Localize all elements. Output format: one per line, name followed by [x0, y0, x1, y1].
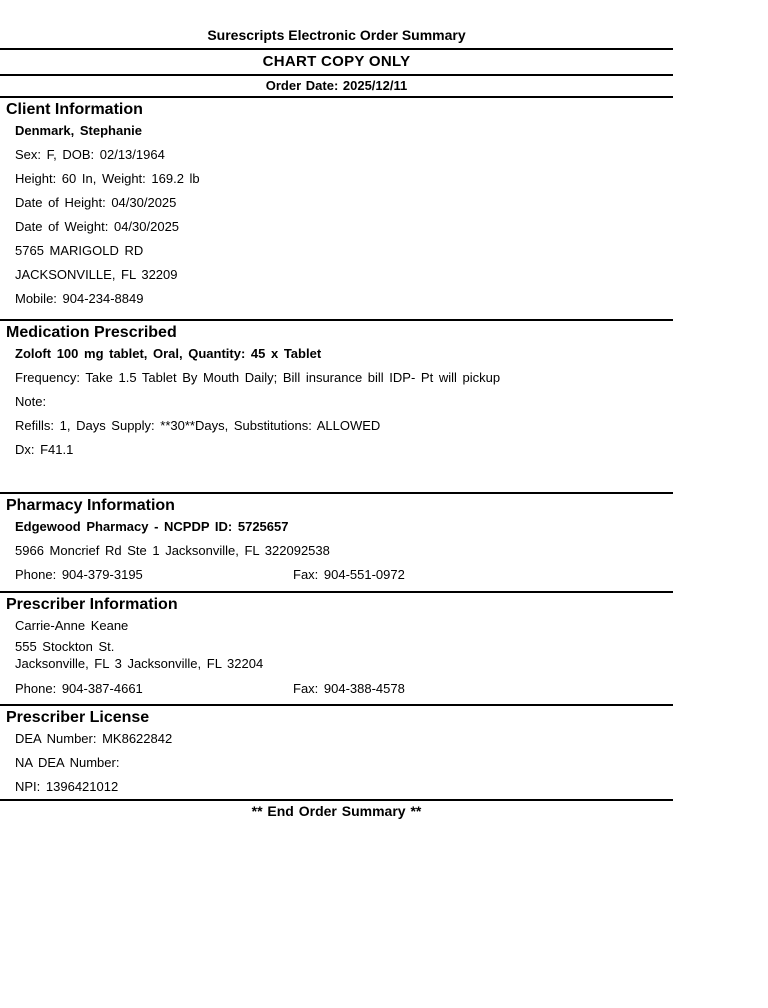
client-address-line2: JACKSONVILLE, FL 32209 [15, 267, 178, 282]
client-name: Denmark, Stephanie [15, 123, 142, 138]
order-date: Order Date: 2025/12/11 [265, 78, 408, 93]
medication-frequency: Frequency: Take 1.5 Tablet By Mouth Daily; Bill insurance bill IDP- Pt will pickup [15, 370, 501, 385]
prescriber-fax: Fax: 904-388-4578 [293, 681, 405, 696]
pharmacy-fax: Fax: 904-551-0972 [293, 567, 405, 582]
medication-drug: Zoloft 100 mg tablet, Oral, Quantity: 45 x Tablet [15, 346, 322, 361]
section-prescriber-license [0, 708, 673, 799]
client-height-weight: Height: 60 In, Weight: 169.2 lb [15, 171, 200, 186]
client-date-of-height: Date of Height: 04/30/2025 [15, 195, 177, 210]
prescriber-phone: Phone: 904-387-4661 [15, 681, 143, 696]
section-pharmacy-information [0, 496, 673, 587]
client-sex-dob: Sex: F, DOB: 02/13/1964 [15, 147, 165, 162]
client-address-line1: 5765 MARIGOLD RD [15, 243, 144, 258]
prescriber-address-line1: 555 Stockton St. [15, 639, 115, 654]
medication-refills: Refills: 1, Days Supply: **30**Days, Substitutions: ALLOWED [15, 418, 381, 433]
divider [0, 591, 673, 593]
license-npi: NPI: 1396421012 [15, 779, 119, 794]
license-na-dea-number: NA DEA Number: [15, 755, 120, 770]
pharmacy-information-heading: Pharmacy Information [6, 497, 175, 514]
client-information-heading: Client Information [6, 101, 143, 118]
end-order-summary: ** End Order Summary ** [251, 803, 422, 819]
section-prescriber-information [0, 595, 673, 701]
prescriber-name: Carrie-Anne Keane [15, 618, 129, 633]
prescriber-license-heading: Prescriber License [6, 709, 150, 726]
prescriber-phone-fax-row [0, 677, 673, 701]
divider [0, 492, 673, 494]
prescriber-information-heading: Prescriber Information [6, 596, 178, 613]
medication-prescribed-heading: Medication Prescribed [6, 324, 177, 341]
medication-note: Note: [15, 394, 47, 409]
pharmacy-name-ncpdp: Edgewood Pharmacy - NCPDP ID: 5725657 [15, 519, 289, 534]
client-mobile: Mobile: 904-234-8849 [15, 291, 144, 306]
pharmacy-address: 5966 Moncrief Rd Ste 1 Jacksonville, FL 322092538 [15, 543, 330, 558]
divider [0, 319, 673, 321]
chart-copy-banner: CHART COPY ONLY [262, 53, 411, 70]
section-medication-prescribed [0, 323, 673, 462]
pharmacy-phone-fax-row [0, 563, 673, 587]
license-dea-number: DEA Number: MK8622842 [15, 731, 173, 746]
prescriber-address-line2: Jacksonville, FL 3 Jacksonville, FL 32204 [15, 656, 264, 671]
divider [0, 704, 673, 706]
medication-dx: Dx: F41.1 [15, 442, 74, 457]
section-client-information [0, 100, 673, 311]
client-date-of-weight: Date of Weight: 04/30/2025 [15, 219, 180, 234]
page-title: Surescripts Electronic Order Summary [207, 27, 466, 43]
pharmacy-phone: Phone: 904-379-3195 [15, 567, 143, 582]
divider [0, 96, 673, 98]
order-summary-content [0, 27, 673, 821]
